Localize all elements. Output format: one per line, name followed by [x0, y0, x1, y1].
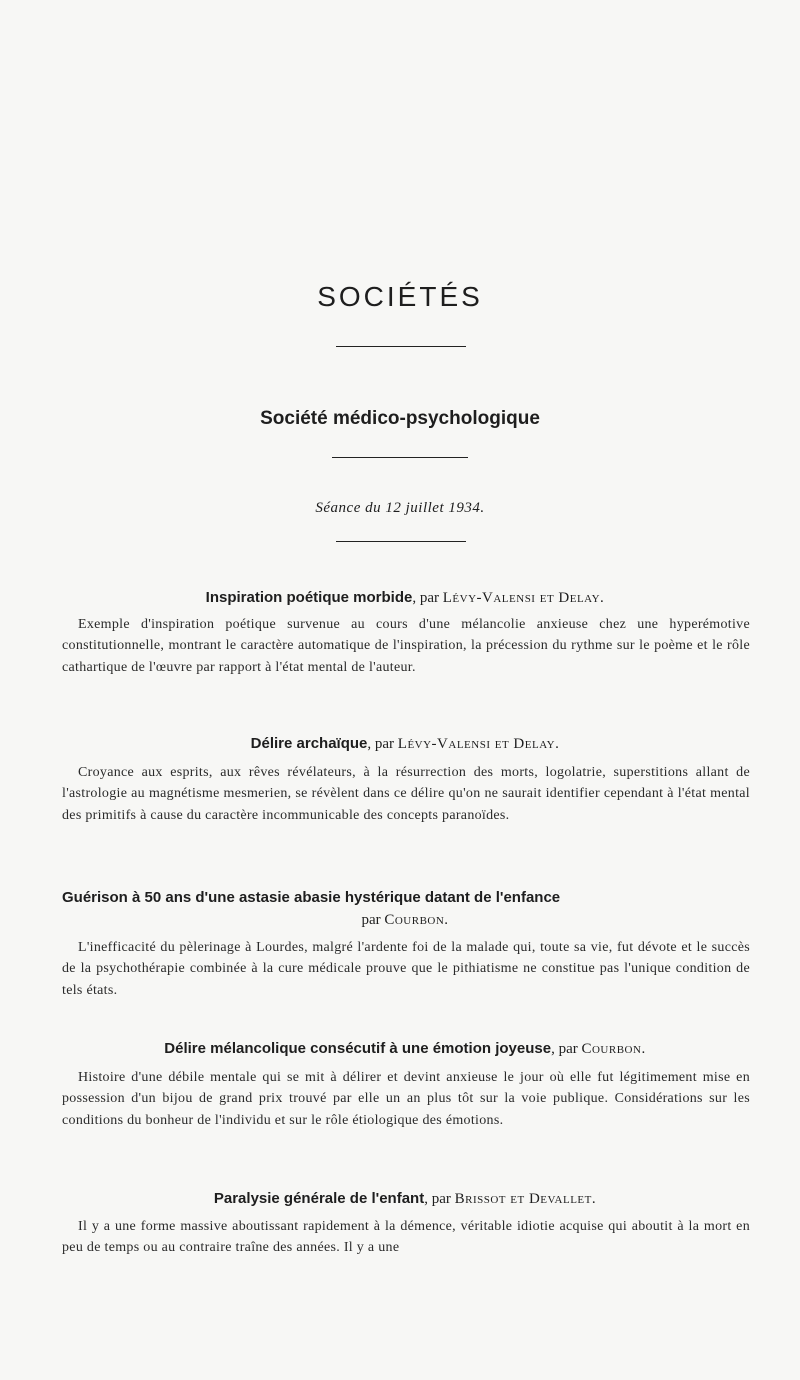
article-title: Guérison à 50 ans d'une astasie abasie hystérique datant de l'enfance [62, 889, 561, 906]
article-title: Inspiration poétique morbide [205, 589, 413, 606]
society-title: Société médico-psychologique [260, 408, 540, 429]
article-body: L'inefficacité du pèlerinage à Lourdes, malgré l'ardente foi de la malade qui, toute sa vie, fut dévote et le succès de la psychothérapie combinée à la cure médicale prouve que le pithiatisme ne constitue pas l'unique condition de tels états. [62, 940, 750, 998]
article-by: , par [367, 736, 395, 752]
article-body: Il y a une forme massive aboutissant rapidement à la démence, véritable idiotie acquise qui aboutit à la mort en peu de temps ou au contraire traîne des années. Il y a une [62, 1219, 750, 1256]
heading-rule [336, 346, 466, 347]
section-heading: SOCIÉTÉS [317, 281, 483, 312]
article-by: , par [551, 1041, 578, 1057]
article-body: Histoire d'une débile mentale qui se mit à délirer et devint anxieuse le jour où elle fut légitimement mise en possession d'un bijou de grand prix trouvé par elle un an plus tôt sur la voie publique. Considérations sur les conditions du bonheur de l'individu et sur le rôle étiologique des émotions. [62, 1070, 750, 1128]
article-body: Exemple d'inspiration poétique survenue au cours d'une mélancolie anxieuse chez une hyperémotive constitutionnelle, montrant le caractère automatique de l'inspiration, la précession du rythme sur le poème et le rôle cathartique de l'œuvre par rapport à l'état mental de l'auteur. [62, 617, 750, 675]
article-by: , par [424, 1191, 451, 1207]
session-rule [336, 541, 466, 542]
article-authors: Courbon. [581, 1041, 646, 1057]
article-by: par [361, 912, 381, 928]
society-rule [332, 457, 468, 458]
article-title-row [60, 1189, 750, 1209]
article-byline [60, 910, 750, 930]
article-title-row [62, 888, 742, 908]
article-title: Paralysie générale de l'enfant [213, 1190, 425, 1207]
article-title-row [60, 588, 750, 608]
article-title: Délire mélancolique consécutif à une émotion joyeuse [164, 1040, 552, 1057]
article-title-row [60, 734, 750, 754]
article-authors: Courbon. [384, 912, 449, 928]
article-body: Croyance aux esprits, aux rêves révélateurs, à la résurrection des morts, logolatrie, superstitions allant de l'astrologie au magnétisme mesmerien, se révèlent dans ce délire qu'on ne saurait identifier cependant à l'état mental des primitifs à cause du caractère incommunicable des concepts paranoïdes. [62, 765, 750, 823]
article-by: , par [412, 590, 440, 606]
article-authors: Lévy-Valensi et Delay. [397, 736, 560, 752]
session-date: Séance du 12 juillet 1934. [315, 500, 485, 516]
article-title-row [60, 1039, 750, 1059]
article-authors: Lévy-Valensi et Delay. [442, 590, 605, 606]
article-title: Délire archaïque [250, 735, 368, 752]
article-authors: Brissot et Devallet. [454, 1191, 597, 1207]
